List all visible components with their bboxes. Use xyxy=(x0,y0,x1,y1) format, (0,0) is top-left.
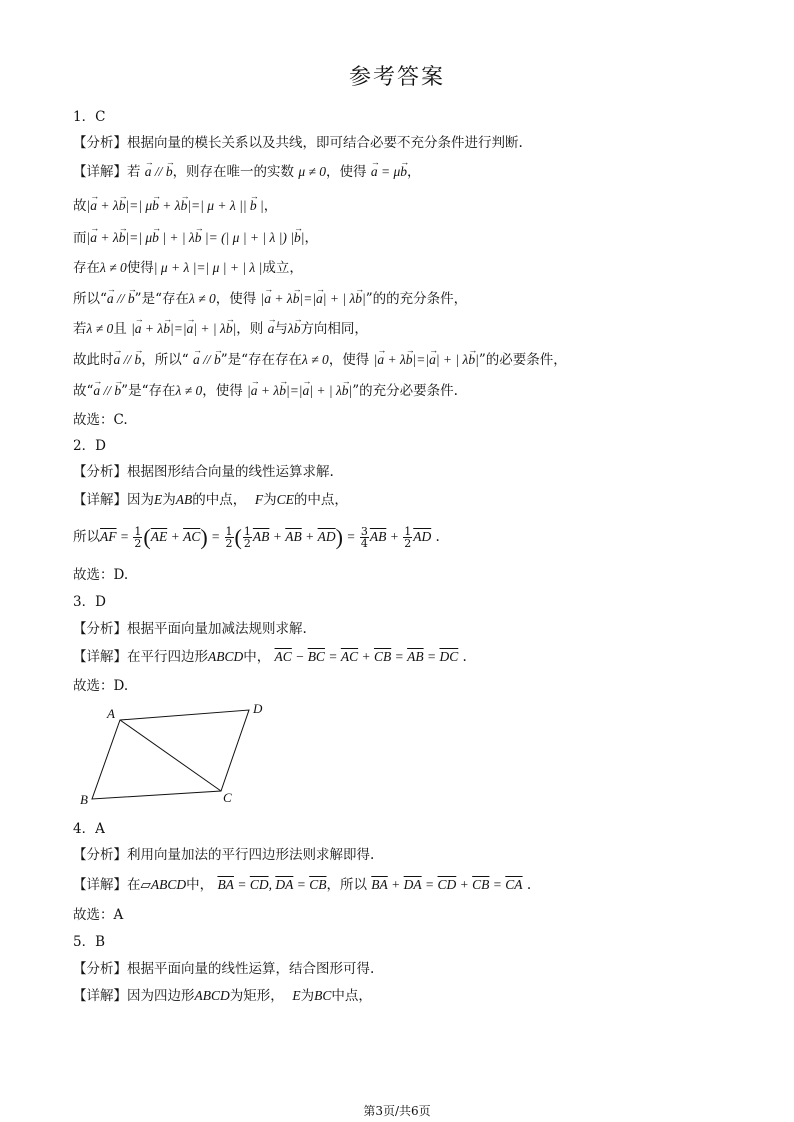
q2-number: 2．D xyxy=(73,438,106,454)
q4-detail-line-1: 【详解】在▱ABCD中， $\overline{BA} = \overline{CD}$, $\overline{DA} = \overline{CB}$，所以 $\overline{BA} + \overline{DA} = \overline{CD} + \overline{CB} = \overline{CA}$ . xyxy=(73,877,532,893)
q2-detail-line-1: 【详解】因为E为AB的中点， F为CE的中点， xyxy=(73,492,348,508)
page-title: 参考答案 xyxy=(348,65,445,90)
q4-answer: 故选：A xyxy=(73,907,124,923)
parallelogram-outline xyxy=(92,710,249,799)
q1-answer: 故选：C. xyxy=(73,412,128,428)
q1-detail-line-8: 故“→ a // → b”是“存在λ ≠ 0，使得 |→ a + λ→ b|=|→ a| + | λ→ b|”的充分必要条件. xyxy=(73,382,458,400)
q5-number: 5．B xyxy=(73,934,106,950)
q1-analysis: 【分析】根据向量的模长关系以及共线，即可结合必要不充分条件进行判断. xyxy=(73,135,523,151)
q1-detail-line-1: 【详解】若 → a // → b，则存在唯一的实数 μ ≠ 0，使得 → a = μ→ b， xyxy=(73,163,420,181)
label-c: C xyxy=(223,790,232,805)
label-a: A xyxy=(107,706,115,721)
q1-detail-line-2: 故|→ a + λ→ b|=| μ→ b + λ→ b|=| μ + λ || → b |， xyxy=(73,197,277,215)
q2-answer: 故选：D. xyxy=(73,567,129,583)
page-footer: 第3页/共6页 xyxy=(363,1104,431,1118)
q2-detail-line-2: 所以$\overline{AF}$ = $\frac{1}{2}$ $(\overline{AE} + \overline{AC})$ = $\frac{1}{2}$ ( $\frac{1}{2}$ $\overline{AB} + \overline{AB} + \overline{AD}$) = $\frac{3}{4}$ $\overline{AB}$ + $\frac{1}{2}$ $\overline{AD}$ . xyxy=(73,524,440,550)
q3-detail-line-1: 【详解】在平行四边形ABCD中， $\overline{AC} - \overline{BC} = \overline{AC} + \overline{CB} = \overline{AB} = \overline{DC}$ . xyxy=(73,649,467,665)
q1-detail-line-4: 存在λ ≠ 0使得| μ + λ |=| μ | + | λ |成立， xyxy=(73,260,303,276)
q1-detail-line-3: 而|→ a + λ→ b|=| μ→ b | + | λ→ b |= (| μ | + | λ |) |→ b|， xyxy=(73,229,318,247)
q1-detail-line-5: 所以“→ a // → b”是“存在λ ≠ 0，使得 |→ a + λ→ b|=|→ a| + | λ→ b|”的的充分条件， xyxy=(73,290,467,308)
q1-detail-line-7: 故此时→ a // → b，所以“ → a // → b”是“存在存在λ ≠ 0，使得 |→ a + λ→ b|=|→ a| + | λ→ b|”的必要条件， xyxy=(73,351,567,369)
q1-number: 1．C xyxy=(73,109,106,125)
q3-analysis: 【分析】根据平面向量加减法规则求解. xyxy=(73,621,307,637)
parallelogram-figure xyxy=(75,700,275,810)
q3-number: 3．D xyxy=(73,594,106,610)
q4-number: 4．A xyxy=(73,821,105,837)
label-b: B xyxy=(80,792,88,807)
q4-analysis: 【分析】利用向量加法的平行四边形法则求解即得. xyxy=(73,847,375,863)
q3-answer: 故选：D. xyxy=(73,678,129,694)
q5-detail-line-1: 【详解】因为四边形ABCD为矩形， E为BC中点， xyxy=(73,988,372,1004)
diagonal-ac xyxy=(120,720,221,791)
q2-analysis: 【分析】根据图形结合向量的线性运算求解. xyxy=(73,464,334,480)
q1-detail-line-6: 若λ ≠ 0且 |→ a + λ→ b|=|→ a| + | λ→ b|，则 → a与λ→ b方向相同， xyxy=(73,320,368,338)
q5-analysis: 【分析】根据平面向量的线性运算，结合图形可得. xyxy=(73,961,375,977)
label-d: D xyxy=(253,701,263,716)
